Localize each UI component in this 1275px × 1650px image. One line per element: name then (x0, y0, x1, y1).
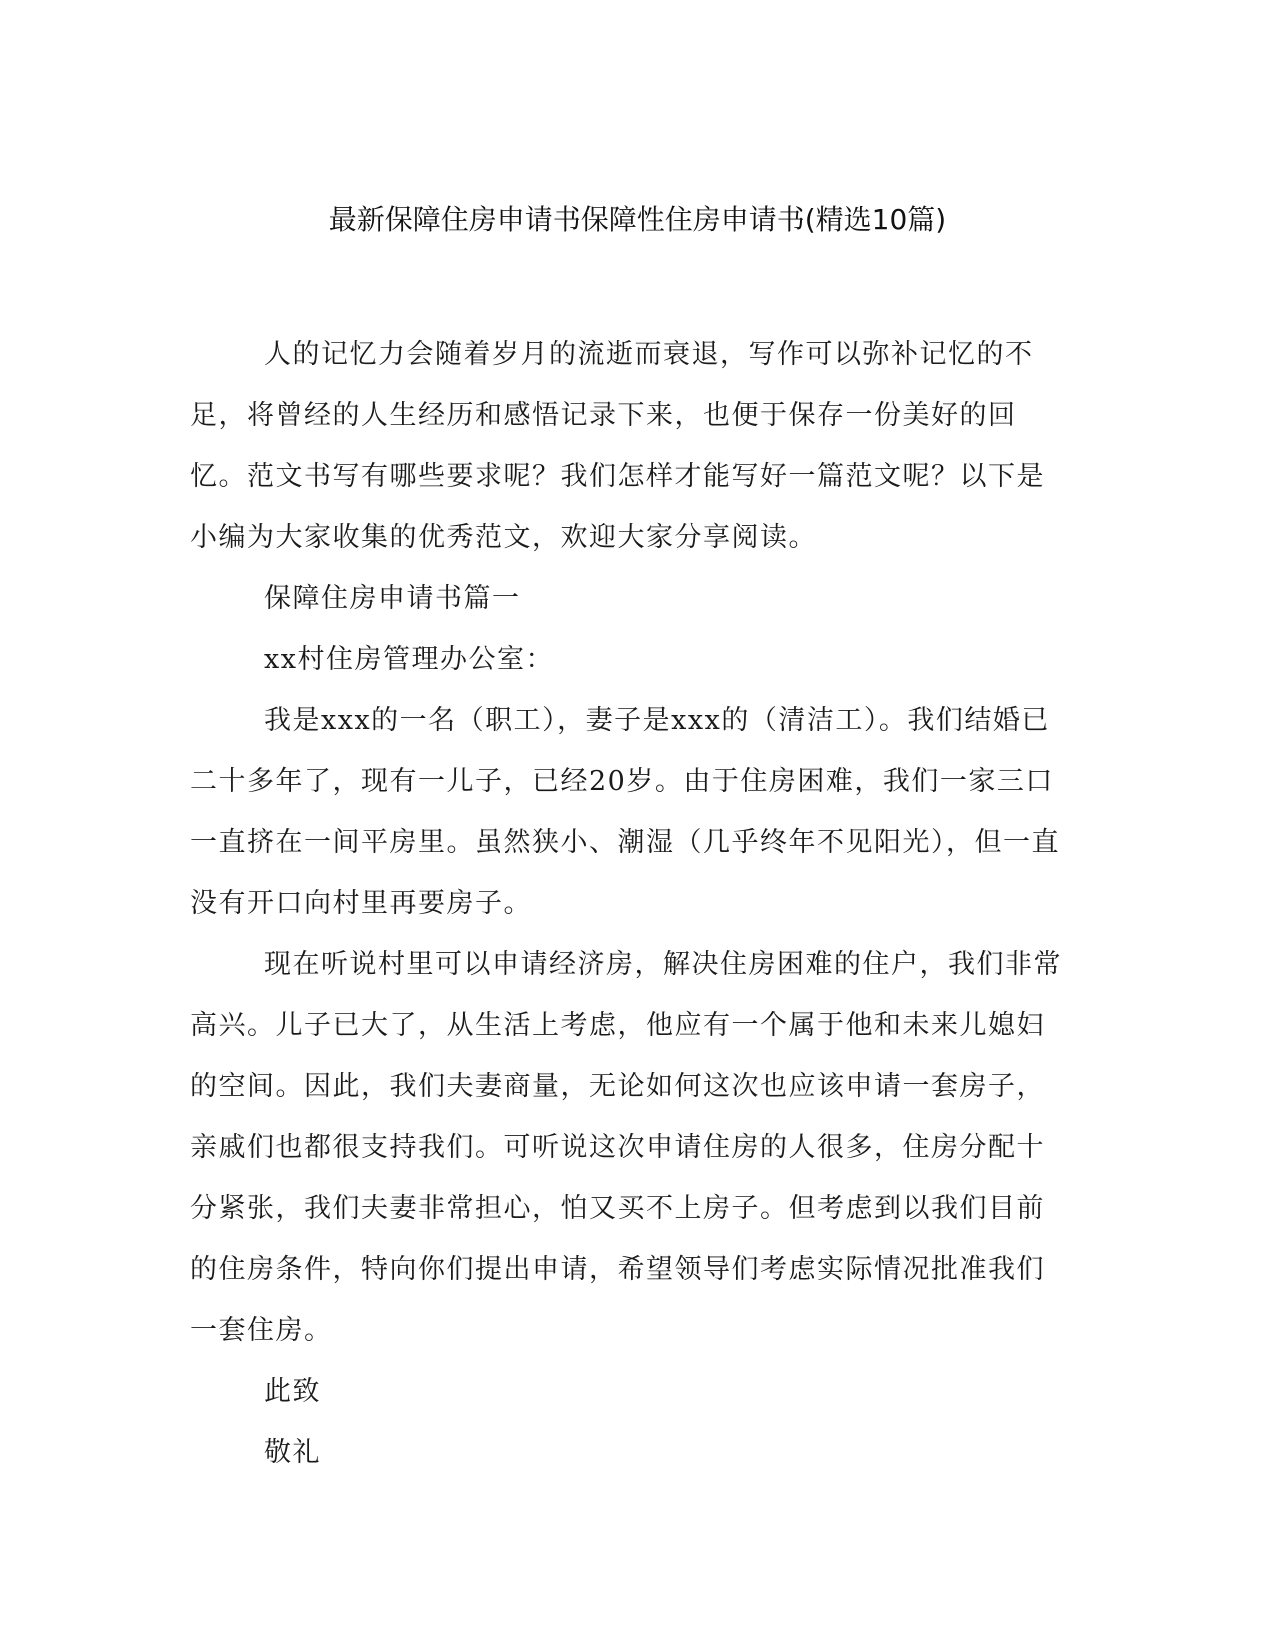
intro-paragraph: 人的记忆力会随着岁月的流逝而衰退，写作可以弥补记忆的不足，将曾经的人生经历和感悟记录下来，也便于保存一份美好的回忆。范文书写有哪些要求呢？我们怎样才能写好一篇范文呢？以下是小编为大家收集的优秀范文，欢迎大家分享阅读。 (190, 339, 1045, 553)
letter-recipient: xx村住房管理办公室： (264, 644, 554, 675)
letter-paragraph-1: 我是xxx的一名（职工），妻子是xxx的（清洁工）。我们结婚已二十多年了，现有一儿子，已经20岁。由于住房困难，我们一家三口一直挤在一间平房里。虽然狭小、潮湿（几乎终年不见阳光），但一直没有开口向村里再要房子。 (190, 705, 1060, 919)
document-title: 最新保障住房申请书保障性住房申请书(精选10篇) (328, 203, 947, 236)
document-body (190, 324, 1070, 1483)
section-heading: 保障住房申请书篇一 (264, 583, 521, 614)
closing-regards: 敬礼 (264, 1437, 321, 1468)
letter-paragraph-2: 现在听说村里可以申请经济房，解决住房困难的住户，我们非常高兴。儿子已大了，从生活上考虑，他应有一个属于他和未来儿媳妇的空间。因此，我们夫妻商量，无论如何这次也应该申请一套房子，亲戚们也都很支持我们。可听说这次申请住房的人很多，住房分配十分紧张，我们夫妻非常担心，怕又买不上房子。但考虑到以我们目前的住房条件，特向你们提出申请，希望领导们考虑实际情况批准我们一套住房。 (190, 949, 1062, 1346)
closing-salutation: 此致 (264, 1376, 321, 1407)
